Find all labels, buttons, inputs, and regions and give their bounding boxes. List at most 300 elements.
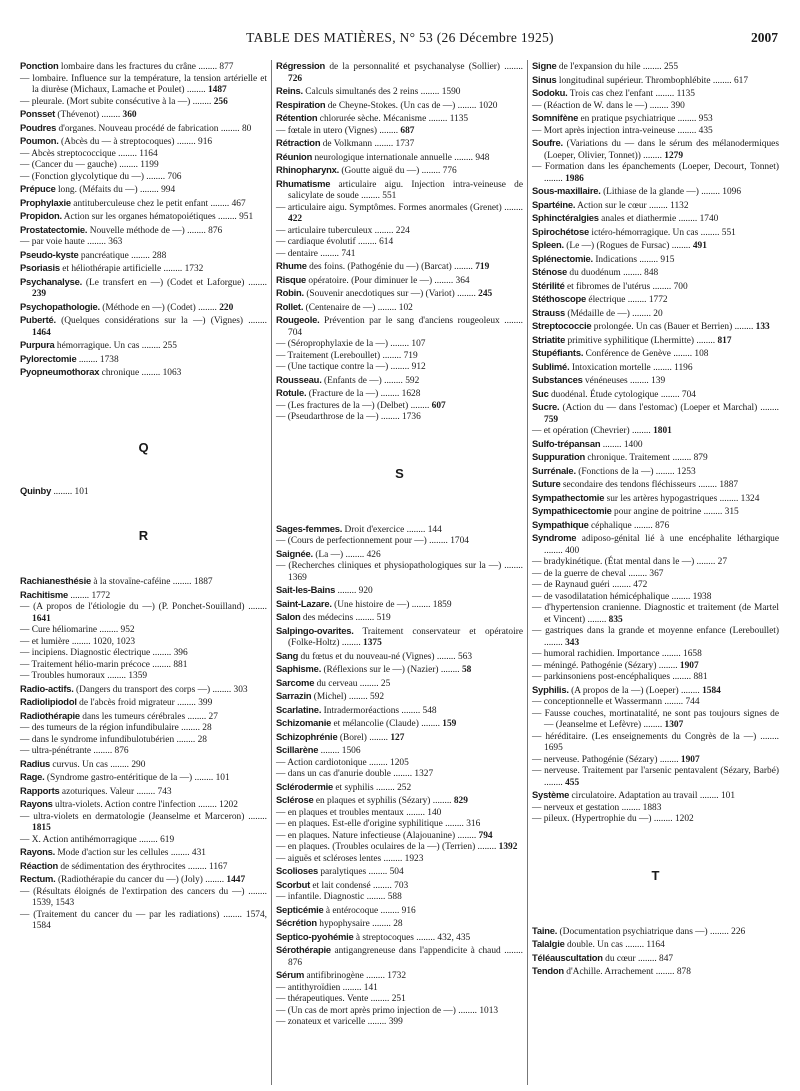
entry-page: 255 xyxy=(162,341,177,351)
entry-page: 343 xyxy=(565,637,580,648)
index-entry xyxy=(276,717,523,731)
entry-heading: Propidon. xyxy=(20,210,62,221)
entry-text: — aiguës et scléroses lentes xyxy=(276,853,382,864)
leader-dots: ........ xyxy=(404,524,428,535)
entry-text: d'Achille. Arrachement xyxy=(563,967,654,977)
entry-page: 915 xyxy=(660,254,675,265)
entry-page: 256 xyxy=(213,96,228,107)
index-entry xyxy=(276,744,523,758)
entry-text: (Le transfert en —) (Codet et Laforgue) xyxy=(82,277,245,288)
entry-page: 563 xyxy=(457,651,473,662)
entry-text: — nerveuse. Pathogénie (Sézary) xyxy=(532,754,658,765)
index-column-3 xyxy=(532,60,779,979)
leader-dots: ........ xyxy=(675,114,699,124)
entry-text: — antithyroïdien xyxy=(276,982,341,993)
leader-dots: ........ xyxy=(438,665,462,675)
entry-page: 952 xyxy=(120,625,135,635)
entry-text: — pleurale. (Mort subite consécutive à la —) xyxy=(20,96,191,107)
entry-text: — héréditaire. (Les enseignements du Congrès de la —) xyxy=(532,731,757,742)
leader-dots: ........ xyxy=(669,241,693,251)
column-rule xyxy=(271,60,272,1085)
entry-page: 1732 xyxy=(387,971,406,981)
entry-page: 744 xyxy=(685,697,700,707)
leader-dots: ........ xyxy=(442,819,467,829)
entry-page: 835 xyxy=(608,614,623,625)
leader-dots: ........ xyxy=(195,800,220,810)
leader-dots: ........ xyxy=(51,486,75,497)
index-entry xyxy=(276,85,523,99)
entry-page: 1307 xyxy=(664,720,684,730)
entry-page: 251 xyxy=(391,994,406,1004)
entry-text: — fœtale in utero (Vignes) xyxy=(276,125,377,136)
entry-heading: Réunion xyxy=(276,150,313,162)
entry-text: de Cheyne-Stokes. (Un cas de —) xyxy=(325,100,456,111)
entry-page: 706 xyxy=(167,171,182,182)
entry-heading: Rétraction xyxy=(276,137,321,148)
leader-dots: ........ xyxy=(366,867,390,877)
index-entry xyxy=(276,904,523,918)
index-entry xyxy=(532,814,779,826)
entry-page: 255 xyxy=(663,62,678,72)
entry-text: — conceptionnelle et Wassermann xyxy=(532,697,663,707)
leader-dots: ........ xyxy=(388,362,412,372)
index-entry xyxy=(532,505,779,519)
entry-page: 1400 xyxy=(623,439,643,450)
leader-dots: ........ xyxy=(161,264,185,274)
entry-page: 877 xyxy=(219,62,234,72)
entry-page: 592 xyxy=(405,375,420,386)
entry-page: 455 xyxy=(565,777,580,788)
leader-dots: ........ xyxy=(625,295,649,305)
entry-page: 588 xyxy=(387,892,402,902)
entry-page: 399 xyxy=(388,1017,403,1027)
index-entry xyxy=(532,755,779,767)
index-entry xyxy=(276,794,523,808)
index-entry xyxy=(276,917,523,931)
entry-text: Action sur les organes hématopoiétiques xyxy=(61,212,216,222)
leader-dots: ........ xyxy=(653,466,677,477)
leader-dots: ........ xyxy=(244,811,267,822)
entry-page: 1986 xyxy=(565,173,584,184)
entry-heading: Scillarène xyxy=(276,744,319,755)
index-entry xyxy=(20,910,267,933)
entry-heading: Rectum. xyxy=(20,873,56,884)
entry-text: du cœur xyxy=(602,953,636,964)
index-entry xyxy=(20,314,267,339)
entry-page: 426 xyxy=(366,549,381,560)
leader-dots: ........ xyxy=(698,187,723,197)
entry-text: de la personnalité et psychanalyse (Sollier) xyxy=(325,62,500,72)
entry-page: 1392 xyxy=(498,842,518,852)
entry-text: hypophysaire xyxy=(316,919,370,929)
entry-page: 390 xyxy=(670,100,685,111)
entry-page: 20 xyxy=(653,308,663,319)
entry-page: 25 xyxy=(380,678,391,689)
entry-text: (Méthode en —) (Codet) xyxy=(99,302,196,313)
index-entry xyxy=(276,731,523,745)
leader-dots: ........ xyxy=(170,577,194,587)
entry-page: 592 xyxy=(370,692,385,702)
index-entry xyxy=(276,663,523,677)
entry-heading: Sang xyxy=(276,649,299,661)
index-entry xyxy=(20,758,267,772)
entry-text: électrique xyxy=(586,295,626,305)
index-entry xyxy=(276,994,523,1006)
index-entry xyxy=(20,835,267,847)
entry-text: Intoxication mortelle xyxy=(569,362,651,373)
entry-page: 1883 xyxy=(642,802,662,813)
entry-page: 226 xyxy=(731,926,746,937)
entry-page: 290 xyxy=(131,759,146,770)
entry-page: 817 xyxy=(717,335,732,346)
index-entry xyxy=(20,183,267,197)
leader-dots: ........ xyxy=(500,946,523,956)
index-entry xyxy=(276,808,523,820)
entry-heading: Sarcome xyxy=(276,676,315,688)
entry-heading: Rousseau. xyxy=(276,373,322,385)
entry-heading: Tendon xyxy=(532,965,564,976)
entry-page: 951 xyxy=(239,212,254,222)
index-entry xyxy=(20,122,267,136)
entry-text: prolongée. Un cas (Bauer et Berrien) xyxy=(591,322,733,332)
leader-dots: ........ xyxy=(381,853,405,864)
entry-text: — Fausse couches, mortinatalité, ne sont pas toujours signes de — (Jeanselme et Lefèvre) xyxy=(532,708,779,730)
leader-dots: ........ xyxy=(454,289,479,299)
entry-page: 881 xyxy=(693,672,708,682)
entry-text: duodénal. Étude cytologique xyxy=(548,389,659,400)
entry-heading: Régression xyxy=(276,60,326,71)
index-entry xyxy=(20,210,267,224)
index-entry xyxy=(532,492,779,506)
entry-heading: Poumon. xyxy=(20,135,59,146)
index-entry xyxy=(532,803,779,815)
leader-dots: ........ xyxy=(178,723,203,733)
entry-page: 719 xyxy=(475,262,490,272)
entry-text: Traitement conservateur et opératoire (Folke-Holtz) xyxy=(288,626,523,648)
leader-dots: ........ xyxy=(353,613,377,623)
index-entry xyxy=(276,401,523,413)
leader-dots: ........ xyxy=(363,971,388,981)
entry-page: 144 xyxy=(427,524,442,535)
entry-heading: Somnifène xyxy=(532,112,579,123)
index-entry xyxy=(276,598,523,612)
entry-heading: Psoriasis xyxy=(20,262,60,273)
leader-dots: ........ xyxy=(670,453,694,463)
leader-dots: ........ xyxy=(243,316,267,326)
entry-heading: Stéthoscope xyxy=(532,293,587,304)
entry-heading: Psychopathologie. xyxy=(20,300,100,312)
index-entry xyxy=(20,60,267,74)
entry-text: — Action cardiotonique xyxy=(276,757,367,768)
index-column-1 xyxy=(20,60,267,933)
leader-dots: ........ xyxy=(184,225,209,236)
entry-heading: Schizomanie xyxy=(276,717,332,728)
page-header xyxy=(18,30,782,50)
entry-page: 303 xyxy=(233,684,248,695)
index-entry xyxy=(276,164,523,178)
entry-text: et syphilis xyxy=(333,782,374,793)
entry-page: 58 xyxy=(461,665,472,675)
leader-dots: ........ xyxy=(365,1017,389,1027)
index-entry xyxy=(20,625,267,637)
section-letter: Q xyxy=(138,439,149,455)
entry-page: 878 xyxy=(676,967,691,977)
index-entry xyxy=(532,280,779,294)
entry-page: 1584 xyxy=(702,685,721,696)
index-entry xyxy=(20,339,267,353)
index-entry xyxy=(276,625,523,650)
entry-page: 288 xyxy=(152,250,167,261)
index-entry xyxy=(276,548,523,562)
leader-dots: ........ xyxy=(756,731,779,742)
entry-text: — et lumière xyxy=(20,636,70,647)
index-entry xyxy=(276,226,523,238)
entry-text: — thérapeutiques. Vente xyxy=(276,994,369,1004)
index-entry xyxy=(20,249,267,263)
entry-page: 1063 xyxy=(162,368,182,378)
entry-text: — par voie haute xyxy=(20,237,85,247)
entry-text: (Syndrome gastro-entéritique de la —) xyxy=(44,773,193,783)
index-entry xyxy=(20,276,267,301)
index-entry xyxy=(276,831,523,843)
index-entry xyxy=(532,266,779,280)
entry-page: 614 xyxy=(379,237,394,247)
entry-text: — ultra-violets en dermatologie (Jeanselme et Marceron) xyxy=(20,811,245,822)
leader-dots: ........ xyxy=(670,672,694,682)
entry-page: 367 xyxy=(649,568,664,579)
leader-dots: ........ xyxy=(218,123,242,134)
index-entry xyxy=(276,99,523,113)
leader-dots: ........ xyxy=(656,660,680,671)
index-entry xyxy=(20,873,267,887)
entry-heading: Septicémie xyxy=(276,903,324,915)
entry-heading: Radius xyxy=(20,757,51,769)
entry-heading: Sodoku. xyxy=(532,87,568,98)
leader-dots: ........ xyxy=(434,651,458,662)
entry-heading: Sécrétion xyxy=(276,917,317,928)
entry-page: 1375 xyxy=(363,638,382,648)
leader-dots: ........ xyxy=(455,1005,480,1016)
index-entry xyxy=(20,602,267,625)
index-entry xyxy=(532,74,779,88)
leader-dots: ........ xyxy=(650,362,675,373)
entry-heading: Rotule. xyxy=(276,387,307,398)
entry-page: 27 xyxy=(717,557,728,567)
entry-heading: Rayons xyxy=(20,798,53,809)
leader-dots: ........ xyxy=(372,139,396,149)
entry-page: 551 xyxy=(382,191,397,201)
index-entry xyxy=(532,212,779,226)
leader-dots: ........ xyxy=(149,659,174,670)
index-entry xyxy=(276,865,523,879)
entry-page: 1772 xyxy=(91,590,111,601)
index-entry xyxy=(276,274,523,288)
entry-page: 400 xyxy=(565,545,580,556)
entry-page: 607 xyxy=(431,400,446,411)
section-letter: T xyxy=(651,867,660,883)
leader-dots: ........ xyxy=(430,796,454,806)
index-entry xyxy=(532,732,779,755)
entry-text: chronique xyxy=(99,368,140,378)
leader-dots: ........ xyxy=(168,848,192,858)
index-entry xyxy=(276,819,523,831)
entry-heading: Rapports xyxy=(20,784,60,796)
page-title: TABLE DES MATIÈRES, N° 53 (26 Décembre 1925) xyxy=(246,30,554,45)
index-entry xyxy=(532,952,779,966)
index-entry xyxy=(276,1017,523,1029)
entry-page: 1506 xyxy=(341,746,361,756)
entry-page: 1164 xyxy=(646,940,665,950)
index-entry xyxy=(276,249,523,261)
leader-dots: ........ xyxy=(244,886,268,897)
leader-dots: ........ xyxy=(91,746,115,756)
index-entry xyxy=(276,523,523,537)
index-entry xyxy=(276,126,523,138)
index-entry xyxy=(276,260,523,274)
leader-dots: ........ xyxy=(707,926,732,937)
index-entry xyxy=(532,320,779,334)
entry-text: — (Un cas de mort après primo injection de —) xyxy=(276,1005,456,1016)
entry-heading: Striatite xyxy=(532,333,566,345)
entry-page: 994 xyxy=(161,185,176,195)
index-entry xyxy=(276,314,523,339)
entry-page: 127 xyxy=(390,732,405,743)
leader-dots: ........ xyxy=(641,720,665,730)
entry-heading: Septico-pyohémie xyxy=(276,930,354,942)
leader-dots: ........ xyxy=(622,940,647,950)
entry-heading: Pyopneumothorax xyxy=(20,366,100,377)
leader-dots: ........ xyxy=(544,173,566,184)
index-entry xyxy=(20,771,267,785)
entry-page: 1923 xyxy=(404,853,424,864)
entry-text: — de la guerre de cheval xyxy=(532,568,626,579)
leader-dots: ........ xyxy=(418,87,442,97)
leader-dots: ........ xyxy=(419,166,443,176)
entry-page: 1013 xyxy=(479,1005,499,1016)
index-entry xyxy=(532,532,779,557)
index-entry xyxy=(276,704,523,718)
leader-dots: ........ xyxy=(701,507,725,517)
entry-heading: Sarrazin xyxy=(276,690,312,701)
entry-heading: Suc xyxy=(532,387,549,399)
leader-dots: ........ xyxy=(115,148,140,159)
entry-text: (Le —) (Rogues de Fursac) xyxy=(563,241,670,251)
entry-text: — gastriques dans la grande et moyenne enfance (Lereboullet) xyxy=(532,626,779,636)
entry-heading: Rachianesthésie xyxy=(20,575,91,586)
entry-text: et mélancolie (Claude) xyxy=(331,719,419,729)
index-entry xyxy=(20,723,267,735)
entry-text: azoturiques. Valeur xyxy=(59,786,135,797)
leader-dots: ........ xyxy=(629,426,654,436)
entry-heading: Scarlatine. xyxy=(276,703,322,715)
entry-heading: Strauss xyxy=(532,306,565,318)
entry-page: 551 xyxy=(721,227,736,238)
entry-page: 1887 xyxy=(719,480,739,490)
entry-page: 316 xyxy=(466,819,481,829)
entry-text: — infantile. Diagnostic xyxy=(276,892,365,902)
entry-heading: Surrénale. xyxy=(532,464,576,476)
index-entry xyxy=(20,785,267,799)
leader-dots: ........ xyxy=(184,85,208,95)
index-entry xyxy=(532,239,779,253)
index-entry xyxy=(20,735,267,747)
entry-heading: Sous-maxillaire. xyxy=(532,185,601,196)
index-entry xyxy=(276,781,523,795)
entry-page: 1738 xyxy=(99,354,119,365)
entry-page: 759 xyxy=(544,414,559,425)
entry-text: (Abcès du — à streptocoques) xyxy=(58,137,175,147)
entry-heading: Poudres xyxy=(20,121,57,133)
entry-page: 159 xyxy=(442,719,457,729)
leader-dots: ........ xyxy=(116,160,141,170)
entry-page: 102 xyxy=(398,302,413,313)
index-entry xyxy=(276,983,523,995)
index-entry xyxy=(20,710,267,724)
entry-heading: Psychanalyse. xyxy=(20,275,83,287)
leader-dots: ........ xyxy=(635,953,660,964)
section-gap xyxy=(532,826,779,868)
entry-page: 1202 xyxy=(219,800,238,810)
entry-heading: Radiothérapie xyxy=(20,709,80,721)
leader-dots: ........ xyxy=(627,376,652,386)
entry-page: 1135 xyxy=(449,114,469,124)
leader-dots: ........ xyxy=(631,520,656,531)
entry-text: en plaques et syphilis (Sézary) xyxy=(313,796,431,806)
index-entry xyxy=(276,561,523,584)
leader-dots: ........ xyxy=(426,536,451,546)
leader-dots: ........ xyxy=(636,254,661,265)
entry-text: — méningé. Pathogénie (Sézary) xyxy=(532,660,657,671)
entry-page: 794 xyxy=(478,830,493,841)
entry-text: à entérocoque xyxy=(323,905,379,916)
leader-dots: ........ xyxy=(104,671,129,681)
leader-dots: ........ xyxy=(99,110,123,120)
entry-text: — cardiaque évolutif xyxy=(276,237,356,247)
entry-text: — dans le syndrome infundibulotubérien xyxy=(20,734,175,745)
entry-text: secondaire des tendons fléchisseurs xyxy=(560,480,696,490)
entry-text: — (Pseudarthrose de la —) xyxy=(276,412,379,422)
entry-text: — Cure héliomarine xyxy=(20,625,98,635)
entry-text: (Souvenir anecdotiques sur —) (Variot) xyxy=(303,289,455,299)
index-entry xyxy=(276,690,523,704)
entry-page: 1369 xyxy=(288,572,307,583)
entry-text: du duodénum xyxy=(567,268,621,278)
leader-dots: ........ xyxy=(698,227,722,238)
leader-dots: ........ xyxy=(676,214,700,224)
leader-dots: ........ xyxy=(390,769,415,779)
index-entry xyxy=(532,965,779,979)
entry-page: 467 xyxy=(231,198,246,209)
entry-page: 948 xyxy=(475,152,490,163)
entry-text: Conférence de Genève xyxy=(583,349,671,359)
entry-heading: Sclérodermie xyxy=(276,780,334,792)
leader-dots: ........ xyxy=(409,599,433,610)
entry-page: 80 xyxy=(241,123,252,134)
entry-text: — en plaques. Est-elle d'origine syphilitique xyxy=(276,819,443,829)
index-entry xyxy=(532,374,779,388)
entry-text: (Quelques considérations sur la —) (Vignes) xyxy=(55,316,243,326)
leader-dots: ........ xyxy=(455,830,479,841)
entry-page: 101 xyxy=(215,773,230,783)
entry-heading: Rhume xyxy=(276,260,307,271)
entry-page: 224 xyxy=(395,225,410,236)
entry-heading: Signe xyxy=(532,60,557,71)
leader-dots: ........ xyxy=(128,250,153,261)
entry-page: 1574, 1584 xyxy=(32,909,267,931)
leader-dots: ........ xyxy=(357,678,381,689)
entry-heading: Substances xyxy=(532,374,583,385)
entry-heading: Respiration xyxy=(276,98,326,110)
